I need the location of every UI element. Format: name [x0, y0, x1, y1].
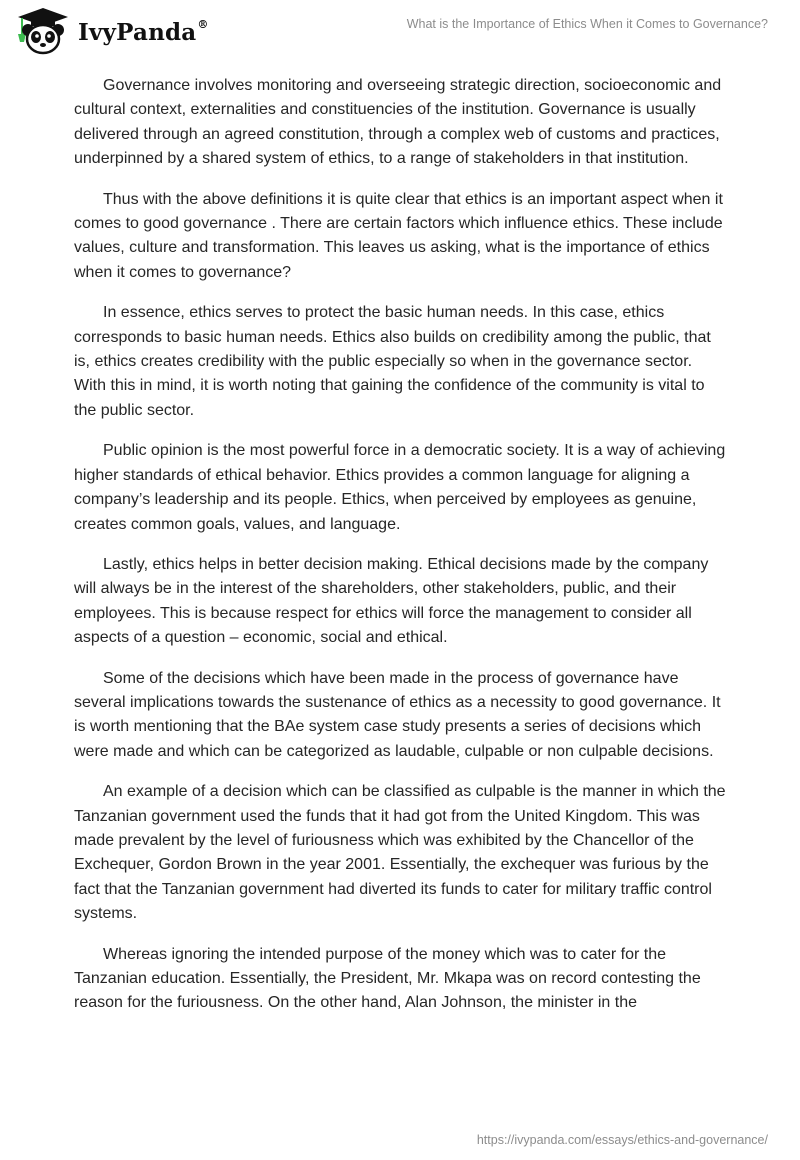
paragraph-6: Some of the decisions which have been made in the process of governance have several implications towards the sustenance of ethics as a necessity to good governance. It is worth mentioning that the BAe system case study presents a series of decisions which were made and which can be categorized as laudable, culpable or non culpable decisions. [74, 669, 721, 760]
page-header [0, 0, 800, 62]
paragraph-1: Governance involves monitoring and overseeing strategic direction, socioeconomic and cultural context, externalities and constituencies of the institution. Governance is usually delivered through an agreed constitution, through a complex web of customs and practices, underpinned by a shared system of ethics, to a range of stakeholders in that institution. [74, 77, 722, 168]
ivypanda-logo[interactable] [14, 6, 209, 56]
paragraph-7: An example of a decision which can be classified as culpable is the manner in which the Tanzanian government used the funds that it had got from the United Kingdom. This was made prevalent by the level of furiousness which was exhibited by the Chancellor of the Exchequer, Gordon Brown in the year 2001. Essentially, the exchequer was furious by the fact that the Tanzanian government had diverted its funds to cater for military traffic control systems. [74, 783, 726, 923]
paragraph-4: Public opinion is the most powerful force in a democratic society. It is a way of achieving higher standards of ethical behavior. Ethics provides a common language for aligning a company’s leadership and its people. Ethics, when perceived by employees as genuine, creates common goals, values, and language. [74, 442, 726, 533]
paragraph-5: Lastly, ethics helps in better decision making. Ethical decisions made by the company will always be in the interest of the shareholders, other stakeholders, public, and their employees. This is because respect for ethics will force the management to consider all aspects of a question – economic, social and ethical. [74, 555, 709, 647]
paragraph-8: Whereas ignoring the intended purpose of the money which was to cater for the Tanzanian education. Essentially, the President, Mr. Mkapa was on record contesting the reason for the furiousness. On the other hand, Alan Johnson, the minister in the [74, 945, 701, 1012]
paragraph-3: In essence, ethics serves to protect the basic human needs. In this case, ethics corresponds to basic human needs. Ethics also builds on credibility among the public, that is, ethics creates credibility with the public especially so when in the governance sector. With this in mind, it is worth noting that gaining the confidence of the community is vital to the public sector. [74, 304, 711, 419]
document-title: What is the Importance of Ethics When it Comes to Governance? [406, 17, 768, 31]
paragraph-2: Thus with the above definitions it is quite clear that ethics is an important aspect when it comes to good governance . There are certain factors which influence ethics. These include values, culture and transformation. This leaves us asking, what is the importance of ethics when it comes to governance? [74, 190, 723, 281]
brand-name: IvyPanda® [78, 17, 209, 46]
essay-body [74, 74, 726, 1032]
source-url[interactable]: https://ivypanda.com/essays/ethics-and-governance/ [476, 1133, 768, 1147]
panda-graduation-cap-icon [14, 6, 72, 56]
registered-mark: ® [197, 17, 209, 31]
